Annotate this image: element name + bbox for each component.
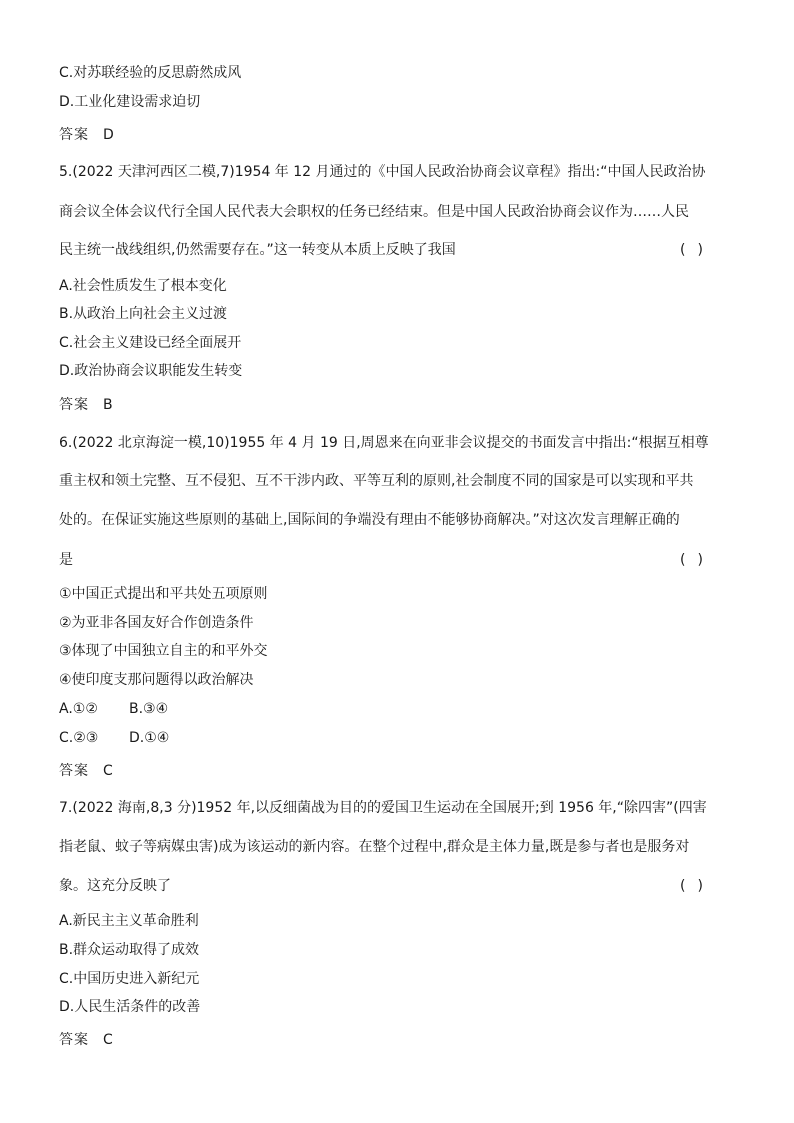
- q6-options-row-2: [59, 728, 169, 748]
- q5-answer-line: [59, 395, 113, 415]
- q6-option-b: B.③④: [129, 701, 169, 717]
- q5-option-c: C.社会主义建设已经全面展开: [59, 335, 242, 351]
- answer-line: [59, 125, 114, 145]
- q6-stem-line-4: 是: [59, 552, 73, 568]
- answer-label: 答案: [59, 763, 89, 779]
- q5-stem-line-1: 5.(2022 天津河西区二模,7)1954 年 12 月通过的《中国人民政治协商会议章程》指出:“中国人民政治协: [59, 164, 706, 180]
- q6-statement-1: ①中国正式提出和平共处五项原则: [59, 586, 268, 602]
- q7-option-c: C.中国历史进入新纪元: [59, 971, 200, 987]
- q6-statement-3: ③体现了中国独立自主的和平外交: [59, 643, 268, 659]
- answer-value: C: [103, 763, 113, 779]
- q5-stem-line-2: 商会议全体会议代行全国人民代表大会职权的任务已经结束。但是中国人民政治协商会议作为……人民: [59, 204, 689, 220]
- q6-stem-line-3: 处的。在保证实施这些原则的基础上,国际间的争端没有理由不能够协商解决。”对这次发言理解正确的: [59, 512, 680, 528]
- q6-option-a: A.①②: [59, 701, 98, 717]
- q5-option-a: A.社会性质发生了根本变化: [59, 278, 227, 294]
- q6-option-c: C.②③: [59, 730, 99, 746]
- answer-value: C: [103, 1032, 113, 1048]
- q6-stem-line-2: 重主权和领土完整、互不侵犯、互不干涉内政、平等互利的原则,社会制度不同的国家是可以实现和平共: [59, 473, 694, 489]
- q7-option-b: B.群众运动取得了成效: [59, 942, 200, 958]
- q6-option-d: D.①④: [129, 730, 170, 746]
- q5-stem-line-3: 民主统一战线组织,仍然需要存在。”这一转变从本质上反映了我国: [59, 242, 456, 258]
- q5-answer-blank: (): [680, 242, 715, 258]
- option-c: C.对苏联经验的反思蔚然成风: [59, 65, 242, 81]
- q6-statement-2: ②为亚非各国友好合作创造条件: [59, 615, 254, 631]
- q5-option-b: B.从政治上向社会主义过渡: [59, 306, 228, 322]
- q6-stem-line-1: 6.(2022 北京海淀一模,10)1955 年 4 月 19 日,周恩来在向亚非会议提交的书面发言中指出:“根据互相尊: [59, 435, 709, 451]
- q7-stem-line-3: 象。这充分反映了: [59, 878, 171, 894]
- q7-option-a: A.新民主主义革命胜利: [59, 913, 199, 929]
- q7-answer-line: [59, 1030, 113, 1050]
- answer-label: 答案: [59, 1032, 89, 1048]
- q6-options-row-1: [59, 699, 168, 719]
- answer-value: B: [103, 397, 113, 413]
- q7-answer-blank: (): [680, 878, 715, 894]
- answer-label: 答案: [59, 127, 89, 143]
- answer-value: D: [103, 127, 114, 143]
- option-d: D.工业化建设需求迫切: [59, 94, 201, 110]
- q7-stem-line-1: 7.(2022 海南,8,3 分)1952 年,以反细菌战为目的的爱国卫生运动在全国展开;到 1956 年,“除四害”(四害: [59, 800, 707, 816]
- answer-label: 答案: [59, 397, 89, 413]
- q7-option-d: D.人民生活条件的改善: [59, 999, 201, 1015]
- q5-option-d: D.政治协商会议职能发生转变: [59, 363, 243, 379]
- q6-statement-4: ④使印度支那问题得以政治解决: [59, 672, 254, 688]
- q7-stem-line-2: 指老鼠、蚊子等病媒虫害)成为该运动的新内容。在整个过程中,群众是主体力量,既是参与者也是服务对: [59, 839, 690, 855]
- q6-answer-line: [59, 761, 113, 781]
- q6-answer-blank: (): [680, 552, 715, 568]
